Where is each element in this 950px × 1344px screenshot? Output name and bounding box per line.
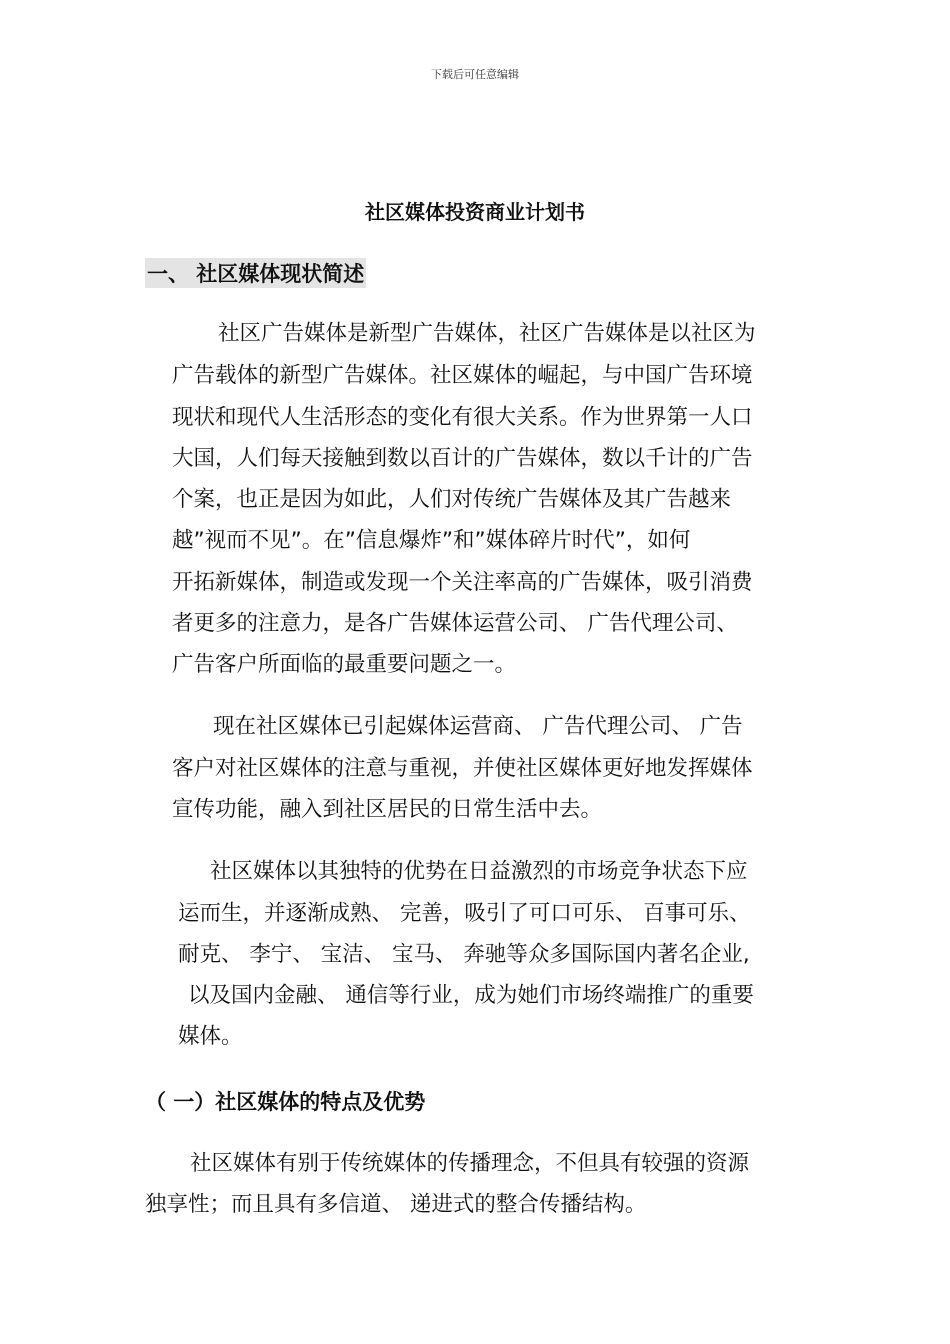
paragraph-line: 者更多的注意力，是各广告媒体运营公司、 广告代理公司、 [172, 611, 738, 636]
paragraph-line: 现在社区媒体已引起媒体运营商、 广告代理公司、 广告 [213, 714, 743, 739]
paragraph-line: 社区媒体有别于传统媒体的传播理念，不但具有较强的资源 [190, 1151, 750, 1176]
paragraph-line: 社区媒体以其独特的优势在日益激烈的市场竞争状态下应 [210, 859, 748, 884]
document-title: 社区媒体投资商业计划书 [365, 200, 585, 224]
paragraph-line: 独享性；而且具有多信道、 递进式的整合传播结构。 [145, 1192, 647, 1217]
section-heading-1: 一、 社区媒体现状简述 [145, 258, 366, 288]
paragraph-line: 广告客户所面临的最重要问题之一。 [172, 652, 517, 677]
paragraph-line: 媒体。 [178, 1024, 243, 1049]
paragraph-line: 广告载体的新型广告媒体。社区媒体的崛起，与中国广告环境 [172, 363, 753, 388]
section-heading-2: （ 一）社区媒体的特点及优势 [145, 1090, 426, 1114]
paragraph-line: 大国，人们每天接触到数以百计的广告媒体，数以千计的广告 [172, 446, 753, 471]
paragraph-line: 社区广告媒体是新型广告媒体，社区广告媒体是以社区为 [218, 321, 756, 346]
paragraph-line: 以及国内金融、 通信等行业，成为她们市场终端推广的重要 [188, 983, 754, 1008]
paragraph-line: 客户对社区媒体的注意与重视，并使社区媒体更好地发挥媒体 [172, 756, 753, 781]
page-header: 下载后可任意编辑 [431, 68, 519, 81]
paragraph-line: 耐克、 李宁、 宝洁、 宝马、 奔驰等众多国际国内著名企业, [178, 942, 750, 967]
paragraph-line: 宣传功能，融入到社区居民的日常生活中去。 [172, 797, 603, 822]
paragraph-line: 越”视而不见”。在”信息爆炸”和”媒体碎片时代”，如何 [172, 528, 691, 553]
paragraph-line: 运而生，并逐渐成熟、 完善，吸引了可口可乐、 百事可乐、 [178, 901, 751, 926]
paragraph-line: 开拓新媒体，制造或发现一个关注率高的广告媒体，吸引消费 [172, 570, 753, 595]
paragraph-line: 现状和现代人生活形态的变化有很大关系。作为世界第一人口 [172, 405, 753, 430]
paragraph-line: 个案，也正是因为如此，人们对传统广告媒体及其广告越来 [172, 487, 732, 512]
